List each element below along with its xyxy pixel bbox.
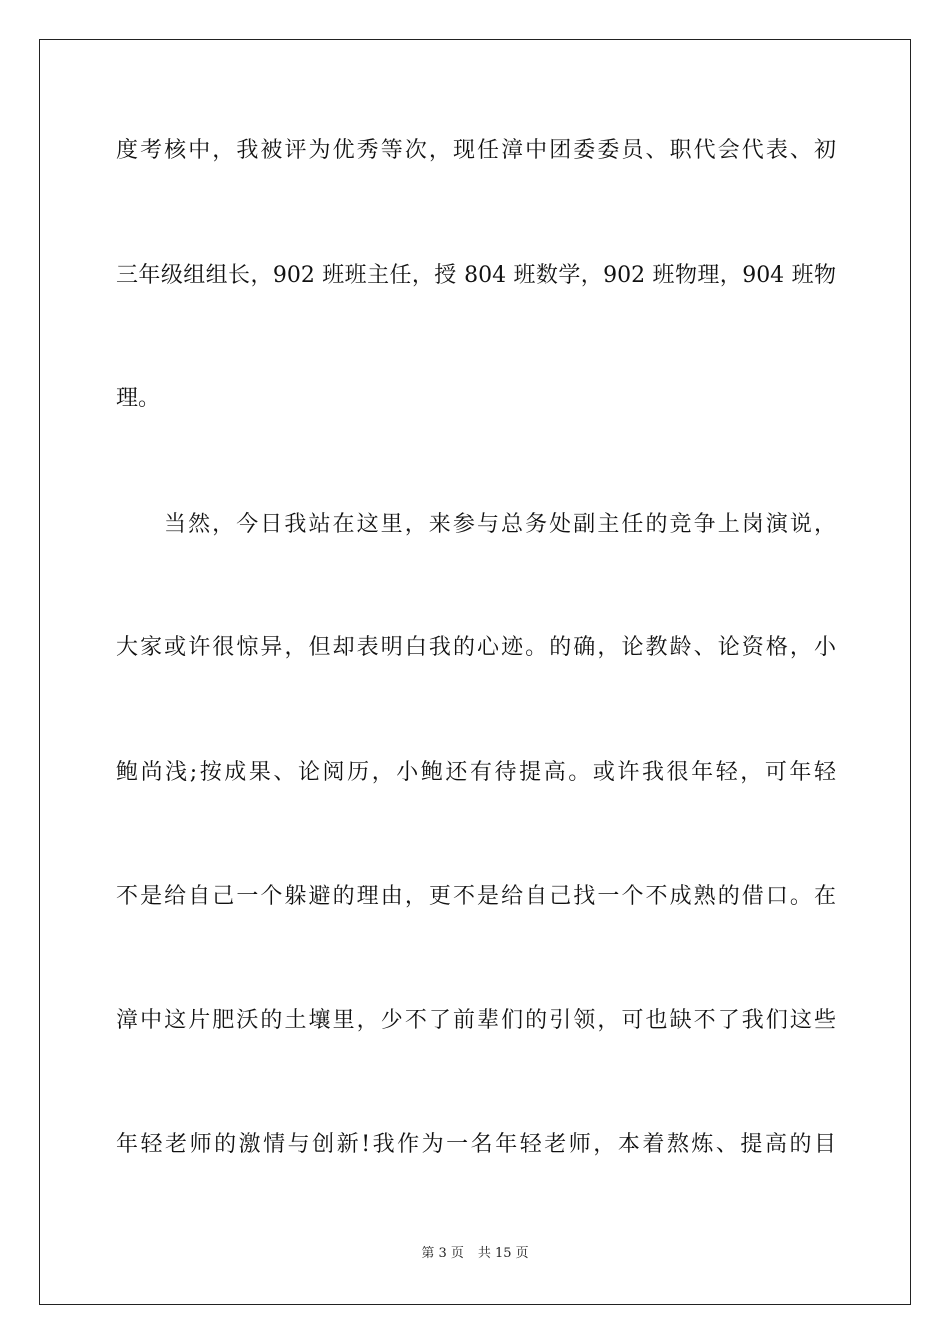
text-line-5: 大家或许很惊异，但却表明白我的心迹。的确，论教龄、论资格，小 [116, 635, 836, 660]
page-total: 共 15 页 [477, 1246, 529, 1261]
text-line-3: 理。 [116, 386, 161, 411]
text-line-1: 度考核中，我被评为优秀等次，现任漳中团委委员、职代会代表、初 [116, 138, 836, 163]
text-line-9: 年轻老师的激情与创新!我作为一名年轻老师，本着熬炼、提高的目 [116, 1132, 836, 1157]
text-line-7: 不是给自己一个躲避的理由，更不是给自己找一个不成熟的借口。在 [116, 884, 836, 909]
text-line-8: 漳中这片肥沃的土壤里，少不了前辈们的引领，可也缺不了我们这些 [116, 1008, 836, 1033]
text-line-4: 当然，今日我站在这里，来参与总务处副主任的竞争上岗演说， [164, 512, 836, 537]
page-footer [0, 1245, 950, 1263]
text-line-2: 三年级组组长，902 班班主任，授 804 班数学，902 班物理，904 班物 [116, 263, 836, 288]
text-line-6: 鲍尚浅;按成果、论阅历，小鲍还有待提高。或许我很年轻，可年轻 [116, 760, 836, 785]
page-border [39, 39, 911, 1305]
page-number: 第 3 页 [421, 1246, 464, 1261]
